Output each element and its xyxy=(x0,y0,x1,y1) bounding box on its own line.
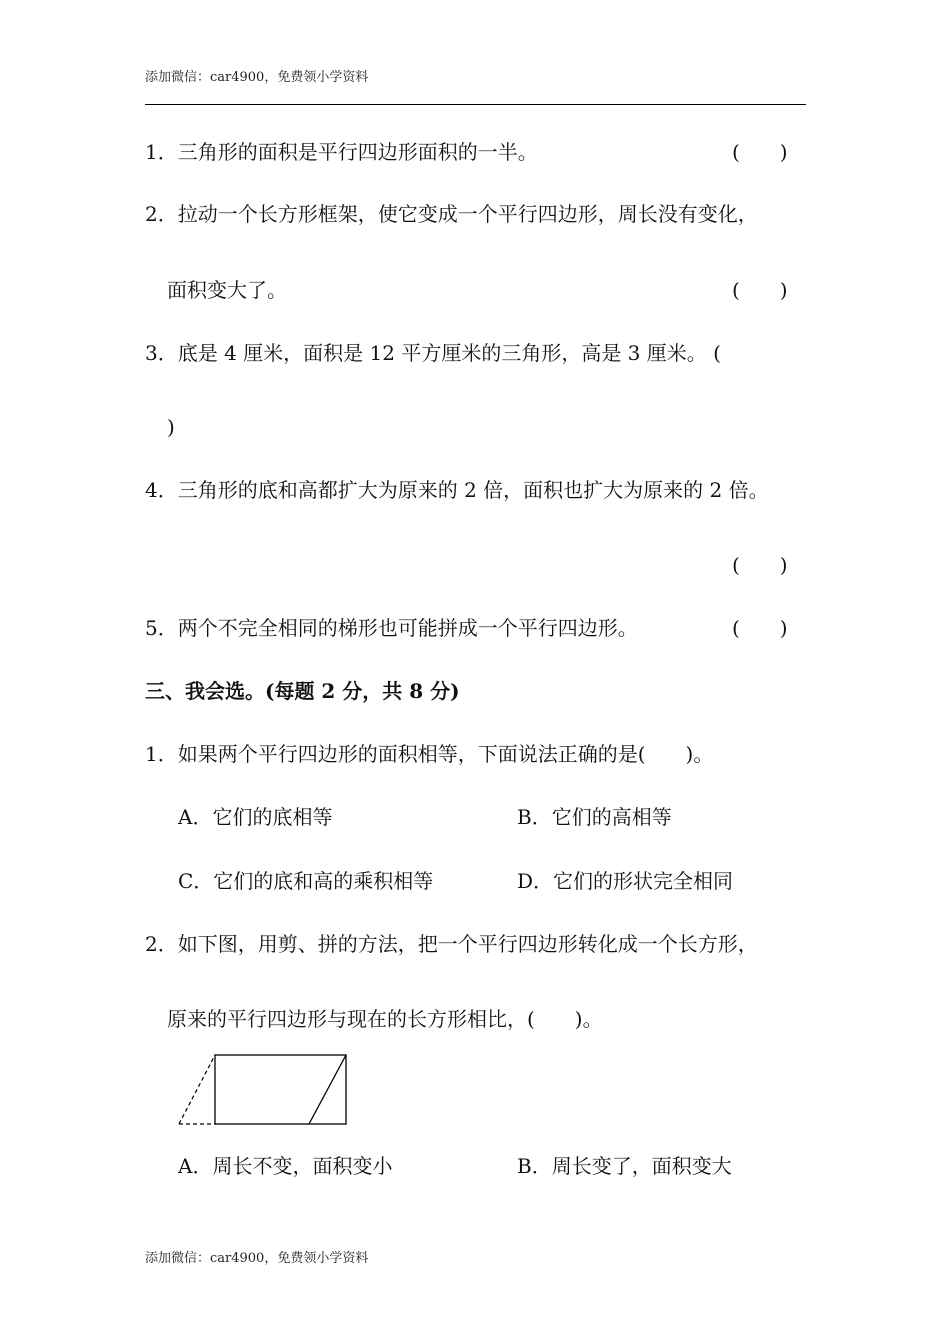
section-title: 三、我会选。(每题 2 分，共 8 分) xyxy=(145,679,460,703)
judge-q3-text-cont[interactable]: ) xyxy=(167,415,175,439)
judge-q2-answer-paren[interactable]: ( ) xyxy=(732,278,788,302)
moved-triangle-edge xyxy=(309,1055,346,1124)
judge-q5-answer-paren[interactable]: ( ) xyxy=(732,616,788,640)
choice-q1-text: 1．如果两个平行四边形的面积相等，下面说法正确的是( )。 xyxy=(145,742,714,766)
choice-q1-option-c[interactable]: C．它们的底和高的乘积相等 xyxy=(178,869,434,893)
rectangle-outline xyxy=(215,1055,346,1124)
judge-q1-text: 1．三角形的面积是平行四边形面积的一半。 xyxy=(145,140,538,164)
cut-off-triangle-edge xyxy=(179,1055,215,1124)
choice-q2-option-b[interactable]: B．周长变了，面积变大 xyxy=(517,1154,732,1178)
header-divider xyxy=(145,104,806,105)
choice-q2-text: 2．如下图，用剪、拼的方法，把一个平行四边形转化成一个长方形， xyxy=(145,932,758,956)
judge-q2-text-cont: 面积变大了。 xyxy=(167,278,287,302)
page-header-note: 添加微信：car4900，免费领小学资料 xyxy=(145,70,369,85)
choice-q2-text-cont: 原来的平行四边形与现在的长方形相比，( )。 xyxy=(167,1007,603,1031)
judge-q3-text: 3．底是 4 厘米，面积是 12 平方厘米的三角形，高是 3 厘米。 ( xyxy=(145,341,721,365)
page-footer-note: 添加微信：car4900，免费领小学资料 xyxy=(145,1251,369,1266)
judge-q4-answer-paren[interactable]: ( ) xyxy=(732,553,788,577)
judge-q2-text: 2．拉动一个长方形框架，使它变成一个平行四边形，周长没有变化， xyxy=(145,202,758,226)
choice-q1-option-d[interactable]: D．它们的形状完全相同 xyxy=(517,869,734,893)
judge-q4-text: 4．三角形的底和高都扩大为原来的 2 倍，面积也扩大为原来的 2 倍。 xyxy=(145,478,769,502)
judge-q1-answer-paren[interactable]: ( ) xyxy=(732,140,788,164)
choice-q2-option-a[interactable]: A．周长不变，面积变小 xyxy=(178,1154,393,1178)
choice-q1-option-b[interactable]: B．它们的高相等 xyxy=(517,805,672,829)
choice-q1-option-a[interactable]: A．它们的底相等 xyxy=(178,805,333,829)
parallelogram-to-rectangle-figure xyxy=(170,1048,355,1130)
judge-q5-text: 5．两个不完全相同的梯形也可能拼成一个平行四边形。 xyxy=(145,616,638,640)
